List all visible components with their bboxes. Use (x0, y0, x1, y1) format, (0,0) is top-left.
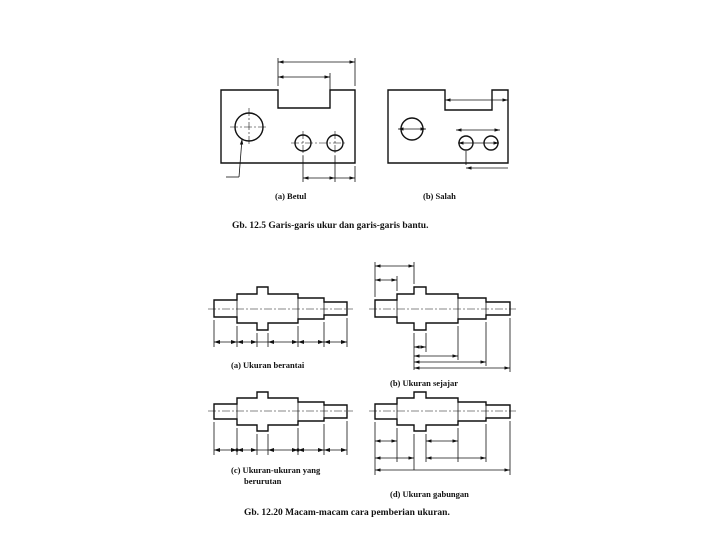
figure-12-5b-drawing (388, 90, 508, 168)
figure-12-5b-label: (b) Salah (423, 191, 456, 201)
figure-12-5a-drawing (221, 58, 355, 182)
figure-12-20d-drawing (369, 392, 516, 475)
figure-12-20c-label-line2: berurutan (244, 476, 282, 486)
figure-12-20b-label: (b) Ukuran sejajar (390, 378, 458, 388)
figure-12-20-caption: Gb. 12.20 Macam-macam cara pemberian ukuran. (244, 508, 450, 518)
figure-12-20b-drawing (369, 262, 516, 372)
figure-12-20a-label: (a) Ukuran berantai (231, 360, 305, 370)
figure-12-5a-label: (a) Betul (275, 191, 307, 201)
figure-12-20a-drawing (208, 287, 353, 347)
figure-12-20c-label-line1: (c) Ukuran-ukuran yang (231, 465, 321, 475)
figure-12-5-caption: Gb. 12.5 Garis-garis ukur dan garis-garis bantu. (232, 221, 429, 231)
figure-12-20c-drawing (208, 392, 353, 455)
figure-12-20d-label: (d) Ukuran gabungan (390, 489, 469, 499)
